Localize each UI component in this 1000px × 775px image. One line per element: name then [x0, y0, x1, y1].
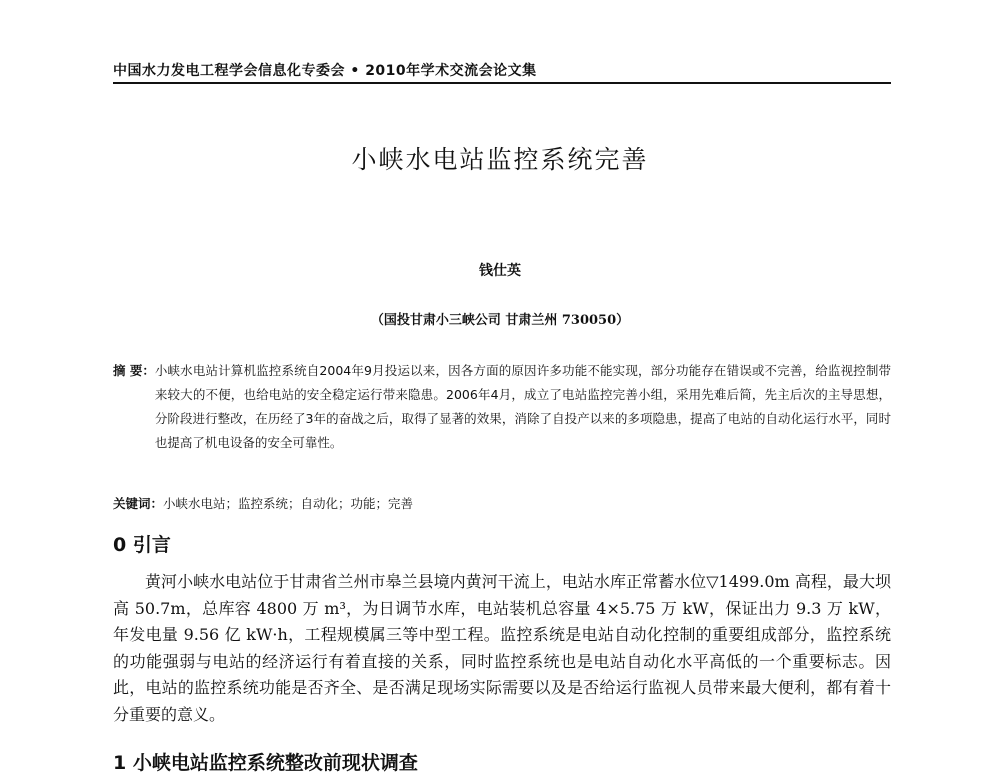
running-header: 中国水力发电工程学会信息化专委会 • 2010年学术交流会论文集: [113, 63, 537, 79]
author-affiliation: （国投甘肃小三峡公司 甘肃兰州 730050）: [370, 313, 630, 328]
abstract-label: 摘 要：: [113, 363, 155, 378]
abstract: [113, 359, 891, 455]
section-heading-survey: 1 小峡电站监控系统整改前现状调查: [113, 752, 418, 774]
abstract-text: 小峡水电站计算机监控系统自2004年9月投运以来，因各方面的原因许多功能不能实现，部分功能存在错误或不完善，给监视控制带来较大的不便，也给电站的安全稳定运行带来隐患。2006年4月，成立了电站监控完善小组，采用先难后简，先主后次的主导思想，分阶段进行整改，在历经了3年的奋战之后，取得了显著的效果，消除了自投产以来的多项隐患，提高了电站的自动化运行水平，同时也提高了机电设备的安全可靠性。: [154, 363, 891, 450]
author-name: 钱仕英: [479, 263, 521, 279]
header-rule: [113, 82, 891, 84]
keywords-text: 小峡水电站；监控系统；自动化；功能；完善: [163, 496, 414, 511]
keywords-label: 关键词：: [113, 496, 164, 511]
keywords: [113, 494, 891, 512]
introduction-paragraph: 黄河小峡水电站位于甘肃省兰州市皋兰县境内黄河干流上，电站水库正常蓄水位▽1499.0m 高程，最大坝高 50.7m，总库容 4800 万 m³，为日调节水库，电站装机总容量 4×5.75 万 kW，保证出力 9.3 万 kW，年发电量 9.56 亿 kW·h，工程规模属三等中型工程。监控系统是电站自动化控制的重要组成部分，监控系统的功能强弱与电站的经济运行有着直接的关系，同时监控系统也是电站自动化水平高低的一个重要标志。因此，电站的监控系统功能是否齐全、是否满足现场实际需要以及是否给运行监视人员带来最大便利，都有着十分重要的意义。: [113, 572, 891, 724]
paper-title: 小峡水电站监控系统完善: [351, 145, 649, 174]
section-heading-introduction: 0 引言: [113, 534, 171, 556]
